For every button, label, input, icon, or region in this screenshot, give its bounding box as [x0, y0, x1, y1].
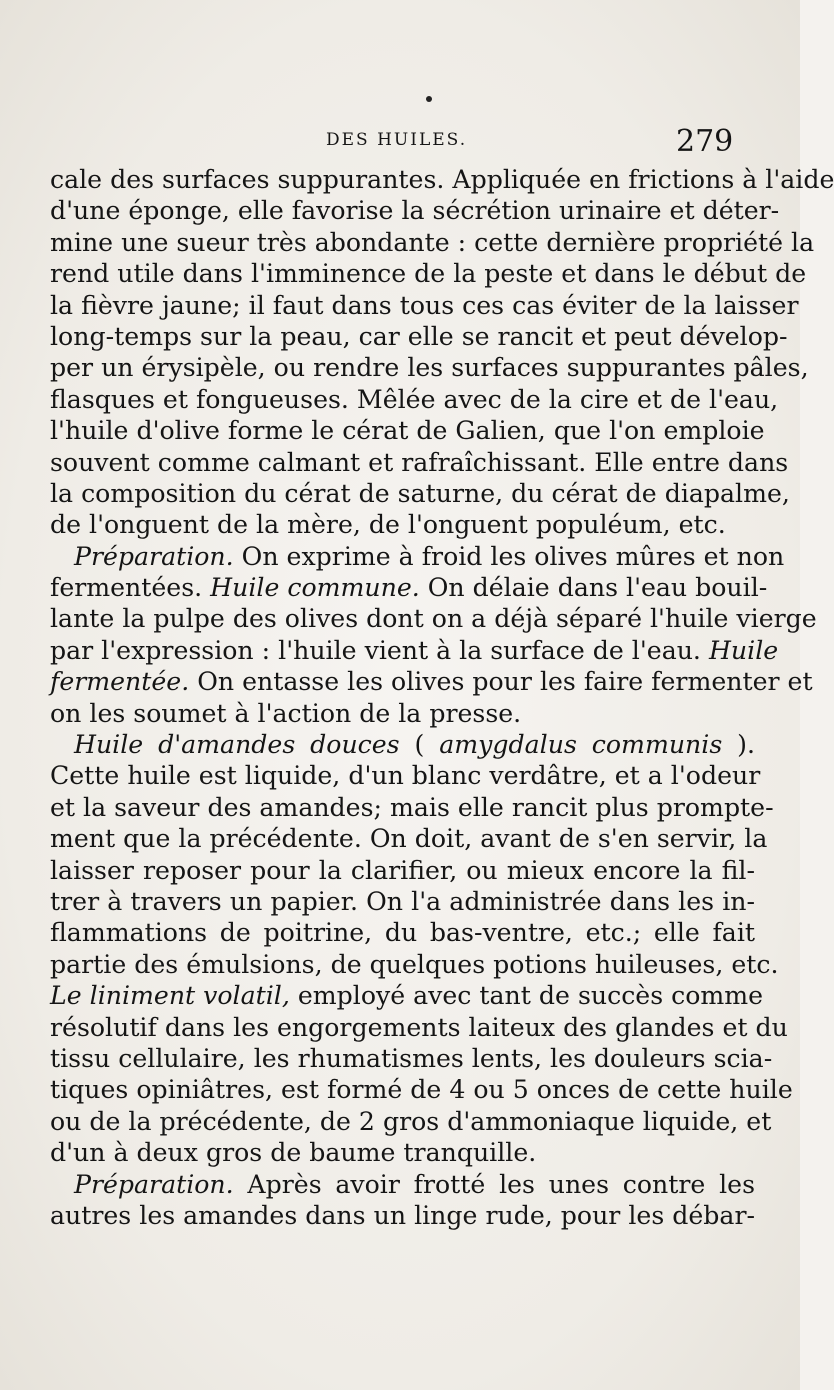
- text-line: [50, 980, 764, 1011]
- text-segment: mine une sueur très abondante : cette dernière propriété la: [50, 227, 815, 257]
- text-line: [50, 855, 755, 886]
- italic-text: Huile: [708, 635, 779, 665]
- text-segment: on les soumet à l'action de la presse.: [50, 698, 522, 728]
- text-segment: Après avoir frotté les unes contre les: [233, 1169, 755, 1199]
- text-segment: lante la pulpe des olives dont on a déjà séparé l'huile vierge: [50, 604, 817, 634]
- text-line: [50, 541, 785, 572]
- text-segment: tiques opiniâtres, est formé de 4 ou 5 onces de cette huile: [50, 1075, 793, 1105]
- text-line: [50, 1169, 755, 1200]
- text-line: [50, 635, 779, 666]
- text-segment: fermentées.: [50, 573, 211, 603]
- text-segment: résolutif dans les engorgements laiteux des glandes et du: [50, 1012, 788, 1042]
- text-line: [50, 415, 765, 446]
- italic-text: fermentée.: [50, 667, 190, 697]
- text-segment: d'un à deux gros de baume tranquille.: [50, 1138, 537, 1168]
- text-segment: rend utile dans l'imminence de la peste et dans le début de: [50, 259, 807, 289]
- text-segment: trer à travers un papier. On l'a administrée dans les in-: [50, 886, 755, 916]
- text-line: [50, 572, 768, 603]
- italic-text: Préparation.: [74, 1169, 234, 1199]
- text-line: [50, 1137, 755, 1168]
- text-line: [50, 1074, 793, 1105]
- text-segment: On délaie dans l'eau bouil-: [419, 573, 768, 603]
- text-segment: employé avec tant de succès comme: [289, 981, 764, 1011]
- text-segment: la fièvre jaune; il faut dans tous ces cas éviter de la laisser: [50, 290, 799, 320]
- page-number: 279: [676, 124, 734, 159]
- text-line: [50, 729, 755, 760]
- text-segment: On exprime à froid les olives mûres et non: [233, 541, 785, 571]
- text-segment: la composition du cérat de saturne, du cérat de diapalme,: [50, 478, 790, 508]
- text-line: [50, 195, 780, 226]
- text-line: [50, 603, 817, 634]
- text-line: [50, 1043, 773, 1074]
- text-line: [50, 290, 799, 321]
- text-segment: partie des émulsions, de quelques potions huileuses, etc.: [50, 949, 779, 979]
- text-segment: souvent comme calmant et rafraîchissant. Elle entre dans: [50, 447, 789, 477]
- text-line: [50, 823, 768, 854]
- body-text: [50, 164, 834, 1231]
- text-line: [50, 917, 755, 948]
- text-segment: flammations de poitrine, du bas-ventre, etc.; elle fait: [50, 918, 755, 948]
- text-line: [50, 698, 755, 729]
- text-line: [50, 886, 755, 917]
- text-segment: d'une éponge, elle favorise la sécrétion urinaire et déter-: [50, 196, 780, 226]
- text-segment: cale des surfaces suppurantes. Appliquée en frictions à l'aide: [50, 165, 834, 194]
- italic-text: amygdalus communis: [439, 730, 723, 760]
- text-segment: (: [399, 730, 440, 760]
- running-title: DES HUILES.: [326, 130, 468, 150]
- text-segment: per un érysipèle, ou rendre les surfaces suppurantes pâles,: [50, 353, 809, 383]
- text-line: [50, 949, 779, 980]
- text-line: [50, 164, 834, 195]
- italic-text: Préparation.: [74, 541, 234, 571]
- text-segment: de l'onguent de la mère, de l'onguent populéum, etc.: [50, 510, 726, 540]
- text-segment: Cette huile est liquide, d'un blanc verdâtre, et a l'odeur: [50, 761, 761, 791]
- text-segment: On entasse les olives pour les faire fermenter et: [189, 667, 813, 697]
- text-line: [50, 258, 807, 289]
- text-line: [50, 352, 809, 383]
- text-line: [50, 321, 788, 352]
- text-line: [50, 1200, 755, 1231]
- text-segment: et la saveur des amandes; mais elle rancit plus prompte-: [50, 792, 774, 822]
- text-segment: l'huile d'olive forme le cérat de Galien, que l'on emploie: [50, 416, 765, 446]
- text-line: [50, 478, 790, 509]
- text-segment: par l'expression : l'huile vient à la surface de l'eau.: [50, 635, 709, 665]
- text-segment: ou de la précédente, de 2 gros d'ammoniaque liquide, et: [50, 1106, 772, 1136]
- text-line: [50, 509, 755, 540]
- text-line: [50, 1012, 788, 1043]
- text-line: [50, 227, 815, 258]
- text-line: [50, 792, 774, 823]
- italic-text: Huile commune.: [210, 573, 420, 603]
- text-line: [50, 384, 779, 415]
- ink-dot: [426, 96, 432, 102]
- text-line: [50, 1106, 772, 1137]
- text-segment: long-temps sur la peau, car elle se rancit et peut dévelop-: [50, 321, 788, 351]
- text-line: [50, 447, 789, 478]
- italic-text: Le liniment volatil,: [50, 981, 290, 1011]
- text-segment: tissu cellulaire, les rhumatismes lents, les douleurs scia-: [50, 1043, 773, 1073]
- text-segment: flasques et fongueuses. Mêlée avec de la cire et de l'eau,: [50, 384, 779, 414]
- text-segment: ).: [722, 730, 756, 760]
- text-segment: laisser reposer pour la clarifier, ou mieux encore la fil-: [50, 855, 755, 885]
- text-line: [50, 760, 761, 791]
- text-segment: ment que la précédente. On doit, avant de s'en servir, la: [50, 824, 768, 854]
- page-header: [0, 124, 800, 164]
- text-segment: autres les amandes dans un linge rude, pour les débar-: [50, 1200, 755, 1230]
- text-line: [50, 666, 813, 697]
- italic-text: Huile d'amandes douces: [74, 730, 400, 760]
